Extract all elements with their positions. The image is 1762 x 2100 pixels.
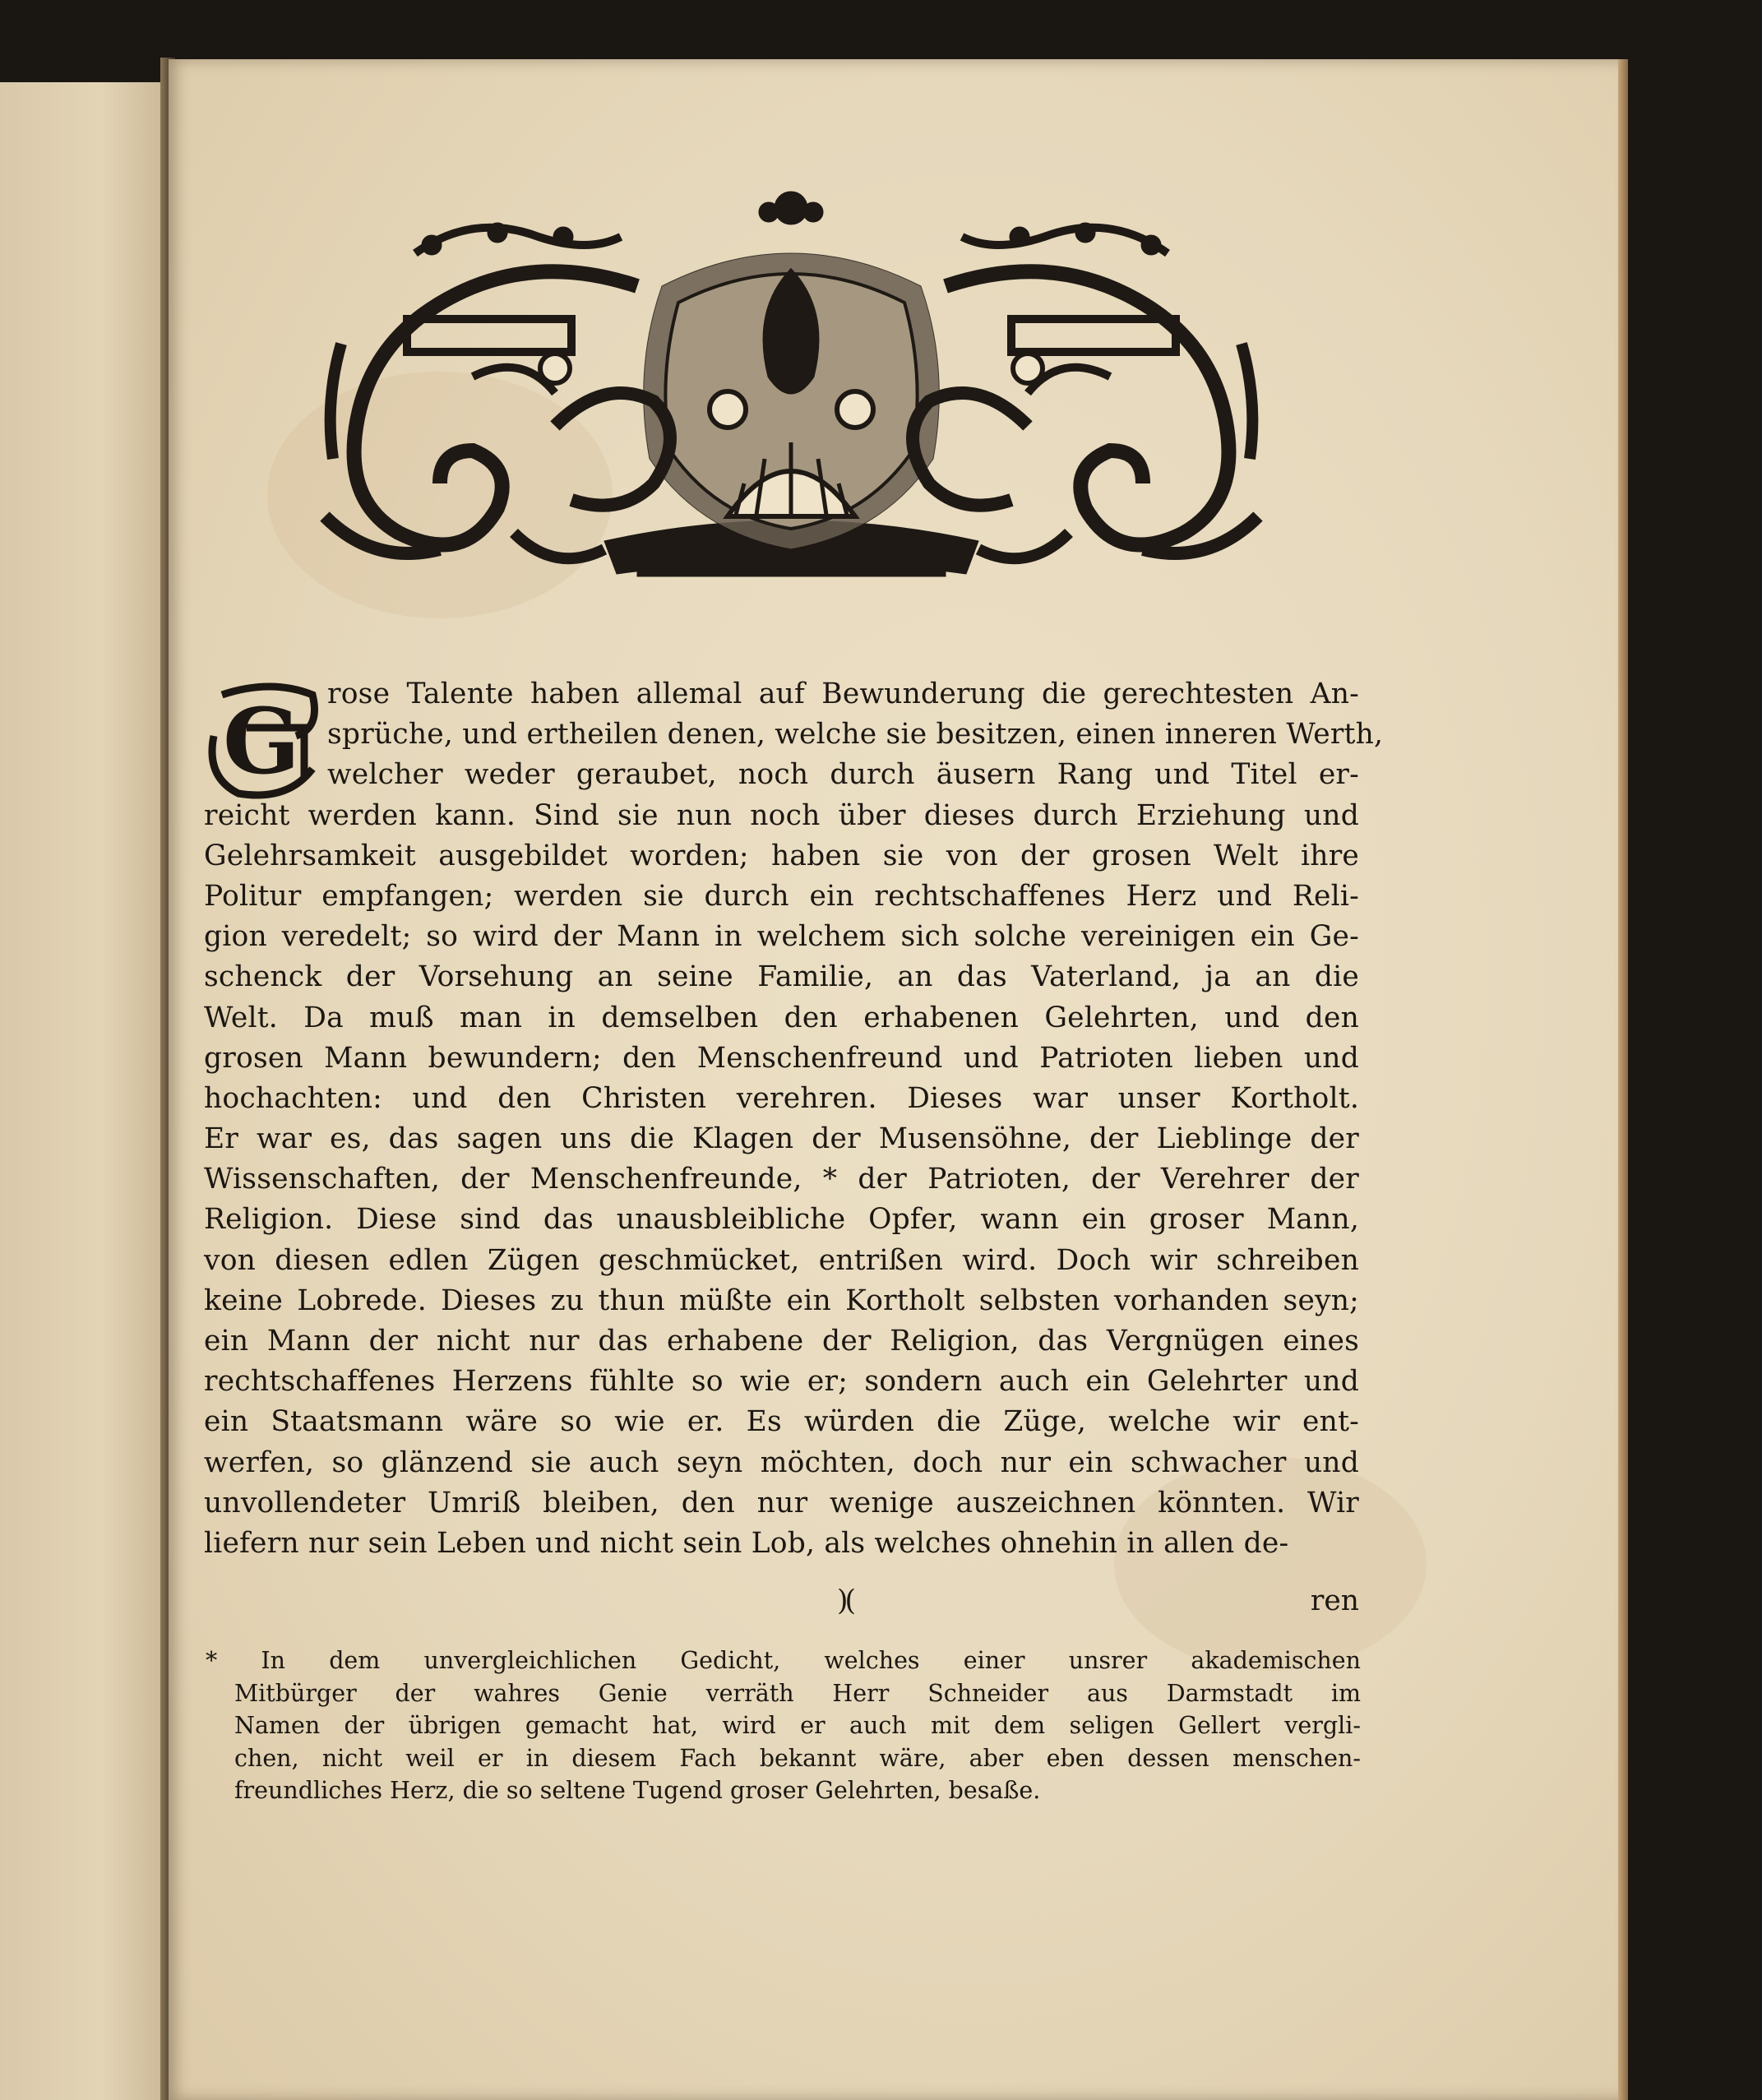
body-line: Er war es, das sagen uns die Klagen der Musensöhne, der Lieblinge der — [204, 1122, 1359, 1156]
body-line: Gelehrsamkeit ausgebildet worden; haben sie von der grosen Welt ihre — [204, 839, 1359, 872]
footnote-line: chen, nicht weil er in diesem Fach bekannt wäre, aber eben dessen menschen- — [234, 1744, 1361, 1772]
body-line: hochachten: und den Christen verehren. Dieses war unser Kortholt. — [204, 1081, 1359, 1115]
body-line: rechtschaffenes Herzens fühlte so wie er; sondern auch ein Gelehrter und — [204, 1365, 1359, 1399]
body-line: Wissenschaften, der Menschenfreunde, * der Patrioten, der Verehrer der — [204, 1163, 1359, 1196]
body-text — [204, 674, 1384, 1564]
body-line: keine Lobrede. Dieses zu thun müßte ein Kortholt selbsten vorhanden seyn; — [204, 1284, 1359, 1317]
footnote-line: Mitbürger der wahres Genie verräth Herr Schneider aus Darmstadt im — [234, 1679, 1361, 1707]
page-edge — [1618, 59, 1628, 2100]
body-line: schenck der Vorsehung an seine Familie, an das Vaterland, ja an die — [204, 960, 1359, 994]
body-line: werfen, so glänzend sie auch seyn möchten, doch nur ein schwacher und — [204, 1445, 1359, 1479]
body-line: von diesen edlen Zügen geschmücket, entrißen wird. Doch wir schreiben — [204, 1243, 1359, 1277]
drop-cap: G — [223, 688, 300, 794]
body-line: Religion. Diese sind das unausbleibliche Opfer, wann ein groser Mann, — [204, 1203, 1359, 1237]
page-foot — [204, 1584, 1359, 1625]
body-line: reicht werden kann. Sind sie nun noch über dieses durch Erziehung und — [204, 798, 1359, 832]
catchword: ren — [1310, 1584, 1359, 1617]
body-line: Welt. Da muß man in demselben den erhabenen Gelehrten, und den — [204, 1001, 1359, 1034]
body-line: ein Mann der nicht nur das erhabene der Religion, das Vergnügen eines — [204, 1325, 1359, 1358]
facing-page — [0, 82, 169, 2100]
body-line: unvollendeter Umriß bleiben, den nur wenige auszeichnen könnten. Wir — [204, 1486, 1359, 1519]
body-line: welcher weder geraubet, noch durch äusern Rang und Titel er- — [327, 758, 1359, 792]
footnote-line: * In dem unvergleichlichen Gedicht, welches einer unsrer akademischen — [206, 1647, 1361, 1674]
footnote-line: Namen der übrigen gemacht hat, wird er auch mit dem seligen Gellert vergli- — [234, 1712, 1361, 1739]
body-line: grosen Mann bewundern; den Menschenfreund und Patrioten lieben und — [204, 1041, 1359, 1075]
body-line: ein Staatsmann wäre so wie er. Es würden die Züge, welche wir ent- — [204, 1405, 1359, 1439]
body-line: Politur empfangen; werden sie durch ein rechtschaffenes Herz und Reli- — [204, 879, 1359, 913]
body-line: rose Talente haben allemal auf Bewunderung die gerechtesten An- — [327, 678, 1359, 710]
body-line: gion veredelt; so wird der Mann in welchem sich solche vereinigen ein Ge- — [204, 920, 1359, 954]
signature-mark: )( — [837, 1584, 853, 1617]
footnote — [206, 1644, 1361, 1807]
headpiece-ornament — [308, 187, 1274, 599]
footnote-line: freundliches Herz, die so seltene Tugend groser Gelehrten, besaße. — [234, 1777, 1041, 1804]
body-line: liefern nur sein Leben und nicht sein Lob, als welches ohnehin in allen de- — [204, 1526, 1289, 1560]
body-line: sprüche, und ertheilen denen, welche sie besitzen, einen inneren Werth, — [327, 718, 1384, 752]
